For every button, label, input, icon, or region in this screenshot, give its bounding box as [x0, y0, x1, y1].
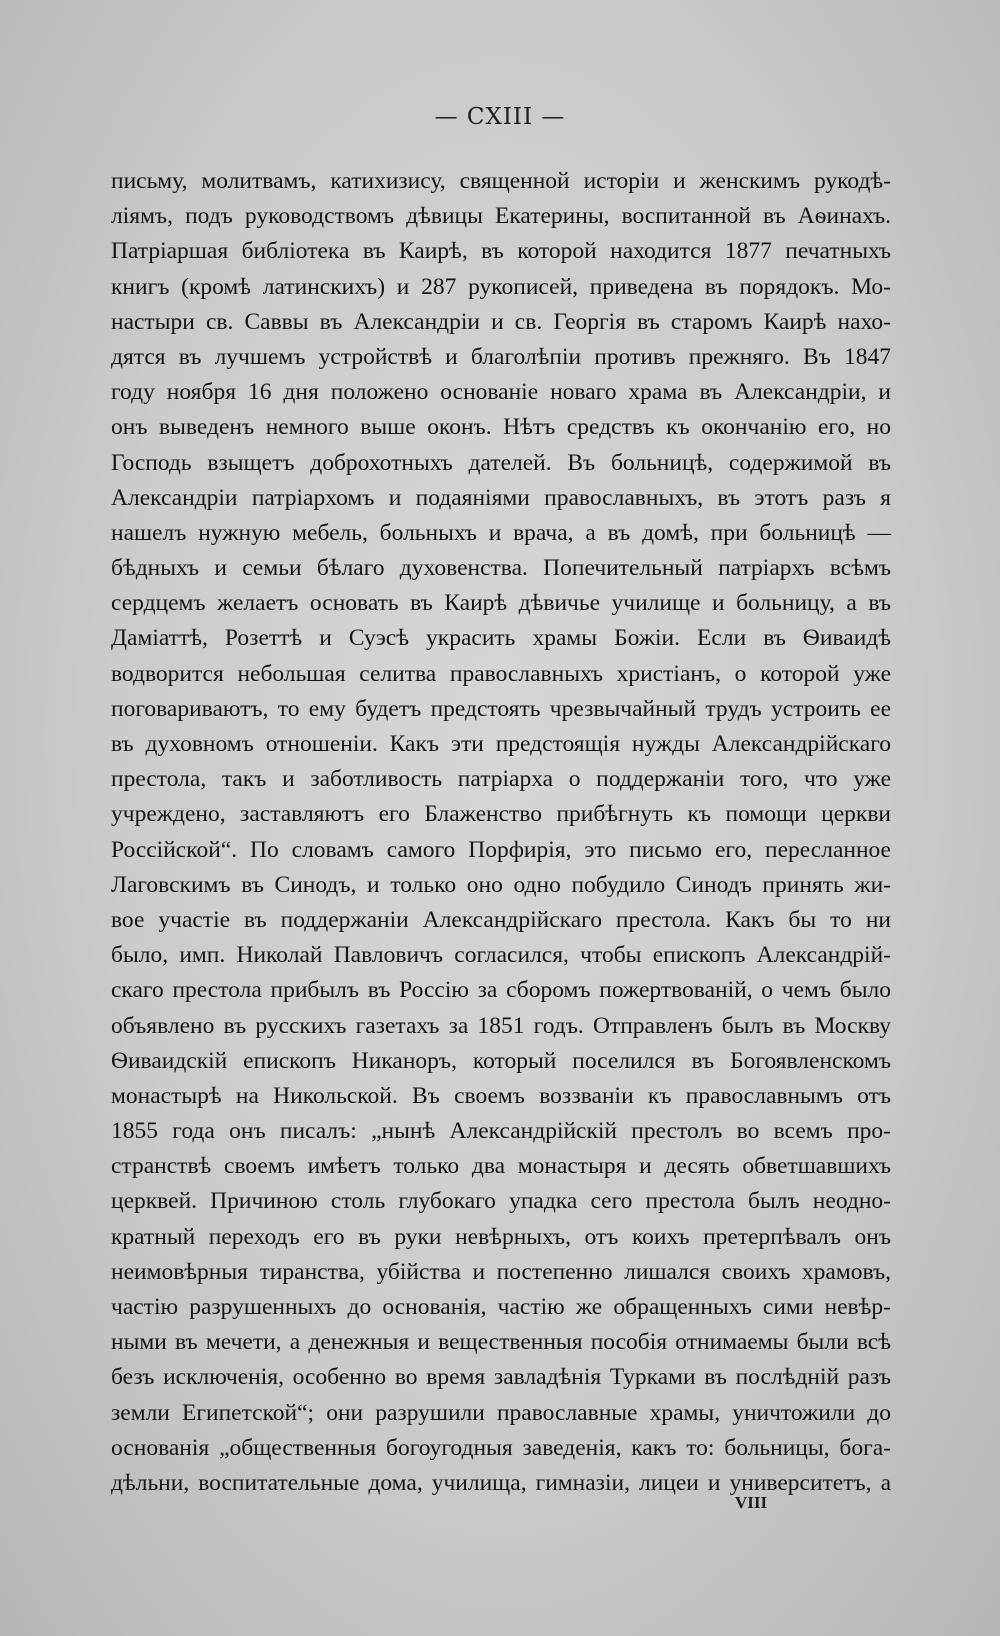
text-line: поговариваютъ, то ему будетъ предстоять чрезвычайный трудъ устроить ее [111, 695, 891, 722]
text-line: книгъ (кромѣ латинскихъ) и 287 рукописей, приведена въ порядокъ. Мо- [111, 273, 891, 300]
text-line: водворится небольшая селитва православныхъ христіанъ, о которой уже [111, 660, 891, 687]
text-line: Господь взыщетъ доброхотныхъ дателей. Въ больницѣ, содержимой въ [111, 449, 891, 476]
text-line: учреждено, заставляютъ его Блаженство прибѣгнуть къ помощи церкви [111, 801, 891, 828]
text-line: письму, молитвамъ, катихизису, священной исторіи и женскимъ рукодѣ- [111, 168, 891, 194]
text-line: Ѳиваидскій епископъ Никаноръ, который поселился въ Богоявленскомъ [111, 1047, 891, 1074]
text-line: дятся въ лучшемъ устройствѣ и благолѣпіи противъ прежняго. Въ 1847 [111, 343, 891, 370]
text-line: неимовѣрныя тиранства, убійства и постепенно лишался своихъ храмовъ, [111, 1258, 891, 1285]
text-line: Патріаршая библіотека въ Каирѣ, въ которой находится 1877 печатныхъ [111, 238, 891, 265]
text-line: бѣдныхъ и семьи бѣлаго духовенства. Попечительный патріархъ всѣмъ [111, 555, 891, 582]
text-line: дѣльни, воспитательные дома, училища, гимназіи, лицеи и университетъ, а [111, 1469, 891, 1496]
text-line: скаго престола прибылъ въ Россію за сборомъ пожертвованій, о чемъ было [111, 977, 891, 1004]
text-line: настыри св. Саввы въ Александріи и св. Георгія въ старомъ Каирѣ нахо- [111, 308, 891, 335]
text-line: Россійской“. По словамъ самого Порфирія, это письмо его, пересланное [111, 836, 891, 863]
text-line: ліямъ, подъ руководствомъ дѣвицы Екатерины, воспитанной въ Аѳинахъ. [111, 203, 891, 230]
body-text [111, 164, 891, 1501]
text-line: 1855 года онъ писалъ: „нынѣ Александрійскій престолъ во всемъ про- [111, 1118, 891, 1145]
signature-mark: VIII [735, 1493, 768, 1512]
text-line: престола, такъ и заботливость патріарха о поддержаніи того, что уже [111, 766, 891, 793]
text-line: частію разрушенныхъ до основанія, частію же обращенныхъ сими невѣр- [111, 1294, 891, 1320]
text-line: Лаговскимъ въ Синодъ, и только оно одно побудило Синодъ принять жи- [111, 871, 891, 898]
page-number-header: — CXIII — [434, 104, 566, 130]
text-line: вое участіе въ поддержаніи Александрійскаго престола. Какъ бы то ни [111, 906, 891, 933]
text-line: Александріи патріархомъ и подаяніями православныхъ, въ этотъ разъ я [111, 484, 891, 511]
text-line: объявлено въ русскихъ газетахъ за 1851 годъ. Отправленъ былъ въ Москву [111, 1012, 891, 1039]
text-line: ными въ мечети, а денежныя и вещественныя пособія отнимаемы были всѣ [111, 1329, 891, 1356]
text-line: земли Египетской“; они разрушили православные храмы, уничтожили до [111, 1399, 891, 1426]
text-line: кратный переходъ его въ руки невѣрныхъ, отъ коихъ претерпѣвалъ онъ [111, 1223, 891, 1250]
text-line: было, имп. Николай Павловичъ согласился, чтобы епископъ Александрій- [111, 942, 891, 969]
text-line: странствѣ своемъ имѣетъ только два монастыря и десять обветшавшихъ [111, 1153, 891, 1180]
text-line: монастырѣ на Никольской. Въ своемъ воззваніи къ православнымъ отъ [111, 1082, 891, 1109]
text-line: году ноября 16 дня положено основаніе новаго храма въ Александріи, и [111, 379, 891, 406]
text-line: основанія „общественныя богоугодныя заведенія, какъ то: больницы, бога- [111, 1434, 891, 1461]
text-line: нашелъ нужную мебель, больныхъ и врача, а въ домѣ, при больницѣ — [111, 519, 891, 546]
text-line: безъ исключенія, особенно во время завладѣнія Турками въ послѣдній разъ [111, 1364, 891, 1391]
text-line: въ духовномъ отношеніи. Какъ эти предстоящія нужды Александрійскаго [111, 731, 891, 757]
text-line: церквей. Причиною столь глубокаго упадка сего престола былъ неодно- [111, 1188, 891, 1215]
text-line: сердцемъ желаетъ основать въ Каирѣ дѣвичье училище и больницу, а въ [111, 590, 891, 617]
text-line: Даміаттѣ, Розеттѣ и Суэсѣ украсить храмы Божіи. Если въ Ѳиваидѣ [111, 625, 891, 652]
text-line: онъ выведенъ немного выше оконъ. Нѣтъ средствъ къ окончанію его, но [111, 414, 891, 441]
